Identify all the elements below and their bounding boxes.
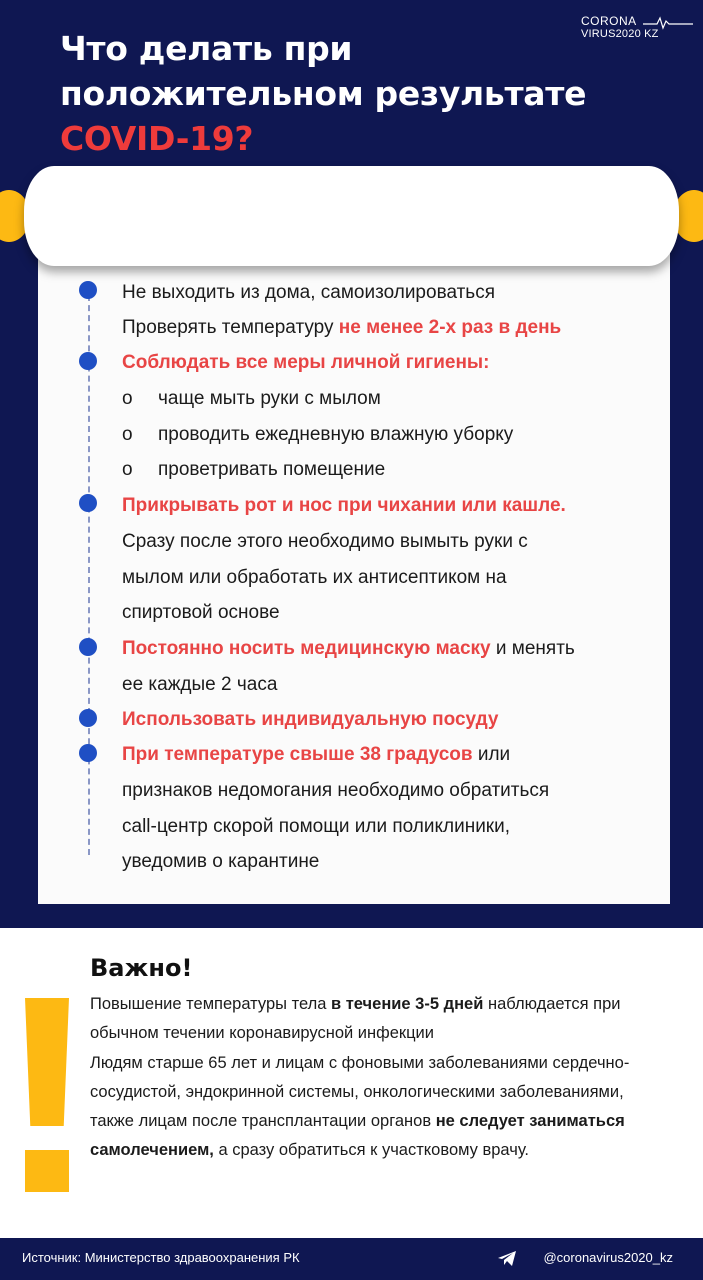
timeline-line xyxy=(88,295,90,855)
list-item xyxy=(122,317,561,339)
item-text: call-центр скорой помощи или поликлиники, xyxy=(122,816,511,837)
important-p1-text: наблюдается при обычном течении коронавирусной инфекции xyxy=(90,995,621,1043)
item-text: Сразу после этого необходимо вымыть руки с xyxy=(122,531,528,552)
sub-bullet: o xyxy=(122,424,133,445)
exclamation-icon xyxy=(25,998,69,1126)
list-item xyxy=(122,282,495,304)
important-text xyxy=(90,990,670,1166)
list-item xyxy=(122,816,510,838)
telegram-handle[interactable]: @coronavirus2020_kz xyxy=(543,1250,673,1265)
bullet-dot xyxy=(79,744,97,762)
item-text: Не выходить из дома, самоизолироваться xyxy=(122,282,495,303)
item-highlight: не менее 2-х раз в день xyxy=(338,317,562,338)
item-highlight: Прикрывать рот и нос при чихании или кашле. xyxy=(122,495,566,516)
sub-item-text: проветривать помещение xyxy=(158,459,386,480)
list-item xyxy=(122,674,277,696)
source-text: Источник: Министерство здравоохранения РК xyxy=(22,1250,300,1265)
important-p1-text: Повышение температуры тела xyxy=(90,995,331,1013)
logo-line1: CORONA xyxy=(581,14,637,28)
logo-line2: VIRUS2020 KZ xyxy=(581,28,659,40)
list-item xyxy=(122,744,510,766)
list-item xyxy=(122,495,566,517)
bullet-dot xyxy=(79,281,97,299)
list-item xyxy=(122,851,319,873)
title-line2: положительном результате xyxy=(60,74,587,113)
list-item xyxy=(122,780,549,802)
item-text: мылом или обработать их антисептиком на xyxy=(122,567,507,588)
list-item xyxy=(122,638,575,660)
list-item xyxy=(122,567,507,589)
bullet-dot xyxy=(79,709,97,727)
sub-bullet: o xyxy=(122,388,133,409)
scroll-roll xyxy=(24,166,679,266)
sub-bullet: o xyxy=(122,459,133,480)
item-text: Проверять температуру xyxy=(122,317,339,338)
important-p2-text: Людям старше 65 лет и лицам с фоновыми заболеваниями сердечно-сосудистой, эндокринной системы, онкологическими заболеваниями, также лицам после трансплантации органов xyxy=(90,1053,630,1131)
important-p2-bold: не следует заниматься самолечением, xyxy=(90,1112,625,1160)
important-p2-text: а сразу обратиться к участковому врачу. xyxy=(213,1141,530,1160)
item-text: или xyxy=(472,744,511,765)
footer xyxy=(0,1238,703,1280)
title-line3: COVID-19? xyxy=(60,119,254,158)
bullet-dot xyxy=(79,494,97,512)
item-text: уведомив о карантине xyxy=(122,851,320,872)
bullet-dot xyxy=(79,638,97,656)
item-text: ее каждые 2 часа xyxy=(122,674,278,695)
page-title xyxy=(60,26,620,161)
sub-item-text: проводить ежедневную влажную уборку xyxy=(158,424,514,445)
list-item xyxy=(122,709,499,731)
bullet-dot xyxy=(79,352,97,370)
item-text: признаков недомогания необходимо обратиться xyxy=(122,780,550,801)
item-highlight: Соблюдать все меры личной гигиены: xyxy=(122,352,490,373)
important-p1-bold: в течение 3-5 дней xyxy=(330,995,484,1013)
item-text: спиртовой основе xyxy=(122,602,280,623)
list-item xyxy=(122,531,528,553)
sub-item-text: чаще мыть руки с мылом xyxy=(158,388,381,409)
item-highlight: Использовать индивидуальную посуду xyxy=(122,709,499,730)
list-item xyxy=(122,352,490,374)
telegram-icon xyxy=(497,1250,517,1267)
exclamation-dot-icon xyxy=(25,1150,69,1192)
item-highlight: При температуре свыше 38 градусов xyxy=(122,744,473,765)
list-item xyxy=(122,602,280,624)
title-line1: Что делать при xyxy=(60,29,353,68)
item-text: и менять xyxy=(490,638,575,659)
important-title: Важно! xyxy=(90,954,193,982)
item-highlight: Постоянно носить медицинскую маску xyxy=(122,638,491,659)
